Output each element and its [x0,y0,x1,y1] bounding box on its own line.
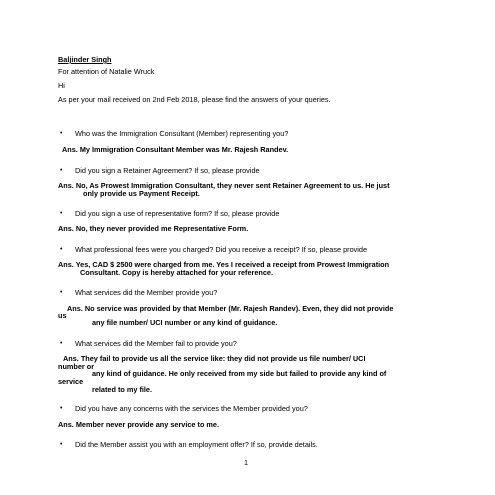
answer-4-line-2: Consultant. Copy is hereby attached for your reference. [80,268,274,277]
answer-5-line-2: us [58,311,67,320]
question-8: Did the Member assist you with an employment offer? If so, provide details. [75,440,318,449]
answer-5-line-1: Ans. No service was provided by that Member (Mr. Rajesh Randev). Even, they did not provide [67,304,394,313]
answer-7-line-1: Ans. Member never provide any service to me. [58,420,220,429]
bullet-icon: • [60,210,63,217]
bullet-icon: • [60,340,63,347]
author-name: Baljinder Singh [58,55,112,64]
answer-6-line-4: service [58,377,84,386]
page-number: 1 [244,458,249,467]
bullet-icon: • [60,441,63,448]
bullet-icon: • [60,130,63,137]
question-7: Did you have any concerns with the services the Member provided you? [75,404,308,413]
attention-line: For attention of Natalie Wruck [58,67,155,76]
answer-2-line-1: Ans. No, As Prowest Immigration Consultant, they never sent Retainer Agreement to us. He just [58,181,390,190]
question-4: What professional fees were you charged? Did you receive a receipt? If so, please provide [75,245,368,254]
answer-6-line-3: any kind of guidance. He only received from my side but failed to provide any kind of [92,369,387,378]
answer-6-line-5: related to my file. [92,385,153,394]
greeting: Hi [58,81,65,90]
question-6: What services did the Member fail to provide you? [75,339,237,348]
bullet-icon: • [60,405,63,412]
bullet-icon: • [60,289,63,296]
bullet-icon: • [60,167,63,174]
answer-6-line-2: number or [58,362,95,371]
question-2: Did you sign a Retainer Agreement? If so, please provide [75,166,260,175]
answer-5-line-3: any file number/ UCI number or any kind of guidance. [92,318,278,327]
question-3: Did you sign a use of representative form? If so, please provide [75,209,280,218]
intro-paragraph: As per your mail received on 2nd Feb 2018, please find the answers of your queries. [58,95,331,104]
answer-3-line-1: Ans. No, they never provided me Representative Form. [58,224,249,233]
answer-1-line-1: Ans. My Immigration Consultant Member was Mr. Rajesh Randev. [62,145,289,154]
bullet-icon: • [60,246,63,253]
answer-2-line-2: only provide us Payment Receipt. [83,189,200,198]
question-5: What services did the Member provide you? [75,288,218,297]
answer-6-line-1: Ans. They fail to provide us all the service like: they did not provide us file number/ UCI [63,354,366,363]
answer-4-line-1: Ans. Yes, CAD $ 2500 were charged from me. Yes I received a receipt from Prowest Immigration [58,260,390,269]
question-1: Who was the Immigration Consultant (Member) representing you? [75,129,289,138]
